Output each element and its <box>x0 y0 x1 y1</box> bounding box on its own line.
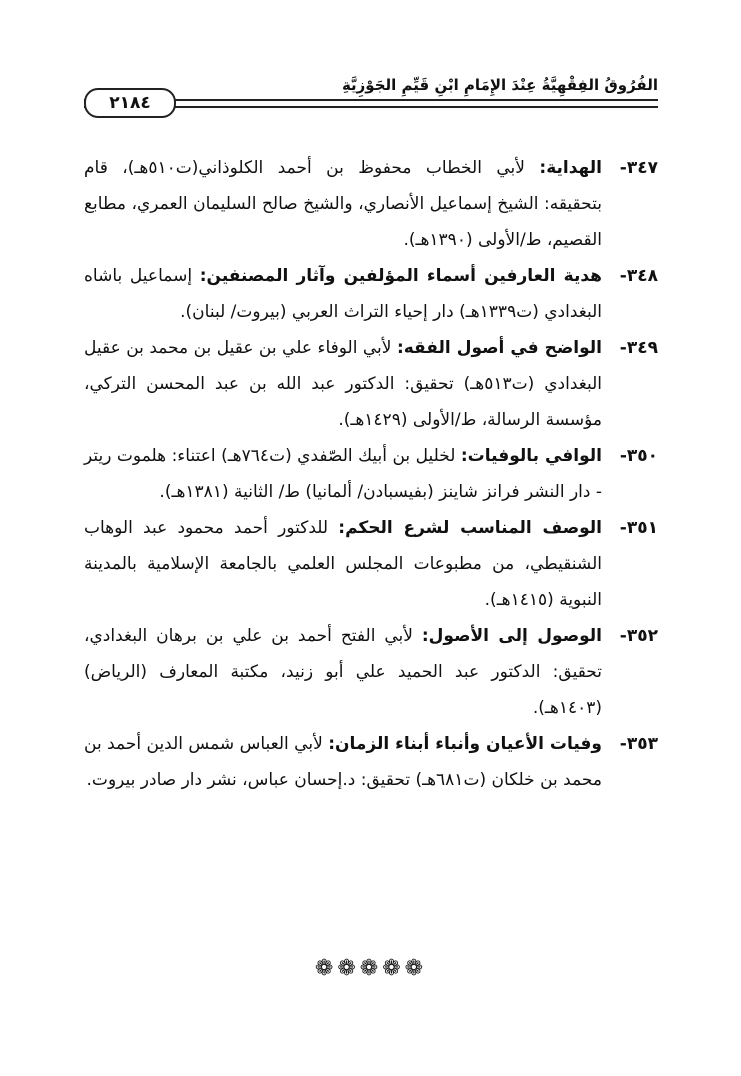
bibliography-entry-347 <box>84 150 658 258</box>
entry-text: للدكتور أحمد محمود عبد الوهاب الشنقيطي، من مطبوعات المجلس العلمي بالجامعة الإسلامية بالمدينة النبوية (١٤١٥هـ). <box>84 518 602 610</box>
entry-text: لأبي الوفاء علي بن عقيل بن محمد بن عقيل البغدادي (ت٥١٣هـ) تحقيق: الدكتور عبد الله بن عبد المحسن التركي، مؤسسة الرسالة، ط/الأولى (١٤٢٩هـ). <box>84 338 602 430</box>
entry-number: ٣٥١- <box>619 518 658 538</box>
entry-text: إسماعيل باشاه البغدادي (ت١٣٣٩هـ) دار إحياء التراث العربي (بيروت/ لبنان). <box>84 266 602 322</box>
bibliography-entry-348 <box>84 258 658 330</box>
entry-number: ٣٥٣- <box>619 734 658 754</box>
entry-number: ٣٥٢- <box>619 626 658 646</box>
entry-title: وفيات الأعيان وأنباء أبناء الزمان: <box>328 734 602 754</box>
running-title: الفُرُوقُ الفِقْهِيَّةُ عِنْدَ الإِمَامِ ابْنِ قَيِّمِ الجَوْزِيَّةِ <box>332 76 658 94</box>
entry-title: الوصف المناسب لشرع الحكم: <box>338 518 602 538</box>
entry-text: لأبي الخطاب محفوظ بن أحمد الكلوذاني(ت٥١٠هـ)، قام بتحقيقه: الشيخ إسماعيل الأنصاري، والشيخ صالح السليمان العمري، مطابع القصيم، ط/الأولى (١٣٩٠هـ). <box>84 158 602 250</box>
entry-title: الوصول إلى الأصول: <box>421 626 602 646</box>
bibliography-entry-349 <box>84 330 658 438</box>
entry-number: ٣٥٠- <box>619 446 659 466</box>
page-header <box>84 76 658 122</box>
section-end-ornament: ❁❁❁❁❁ <box>314 956 428 981</box>
entry-text: لأبي العباس شمس الدين أحمد بن محمد بن خلكان (ت٦٨١هـ) تحقيق: د.إحسان عباس، نشر دار صادر بيروت. <box>84 734 602 790</box>
bibliography-entry-350 <box>84 438 658 510</box>
entry-number: ٣٤٧- <box>619 158 658 178</box>
entry-number: ٣٤٨- <box>619 266 658 286</box>
entry-text: لخليل بن أبيك الصّفدي (ت٧٦٤هـ) اعتناء: هلموت ريتر - دار النشر فرانز شاينز (بفيسبادن/ ألمانيا) ط/ الثانية (١٣٨١هـ). <box>84 446 602 502</box>
page-number: ٢١٨٤ <box>84 88 176 118</box>
bibliography-entry-352 <box>84 618 658 726</box>
bibliography-entry-353 <box>84 726 658 798</box>
entry-title: هدية العارفين أسماء المؤلفين وآثار المصنفين: <box>199 266 602 286</box>
entry-number: ٣٤٩- <box>619 338 658 358</box>
bibliography-list <box>84 150 658 798</box>
entry-text: لأبي الفتح أحمد بن علي بن برهان البغدادي، تحقيق: الدكتور عبد الحميد علي أبو زنيد، مكتبة المعارف (الرياض) (١٤٠٣هـ). <box>84 626 602 718</box>
bibliography-entry-351 <box>84 510 658 618</box>
entry-title: الوافي بالوفيات: <box>460 446 603 466</box>
entry-title: الواضح في أصول الفقه: <box>396 338 602 358</box>
entry-title: الهداية: <box>539 158 602 178</box>
